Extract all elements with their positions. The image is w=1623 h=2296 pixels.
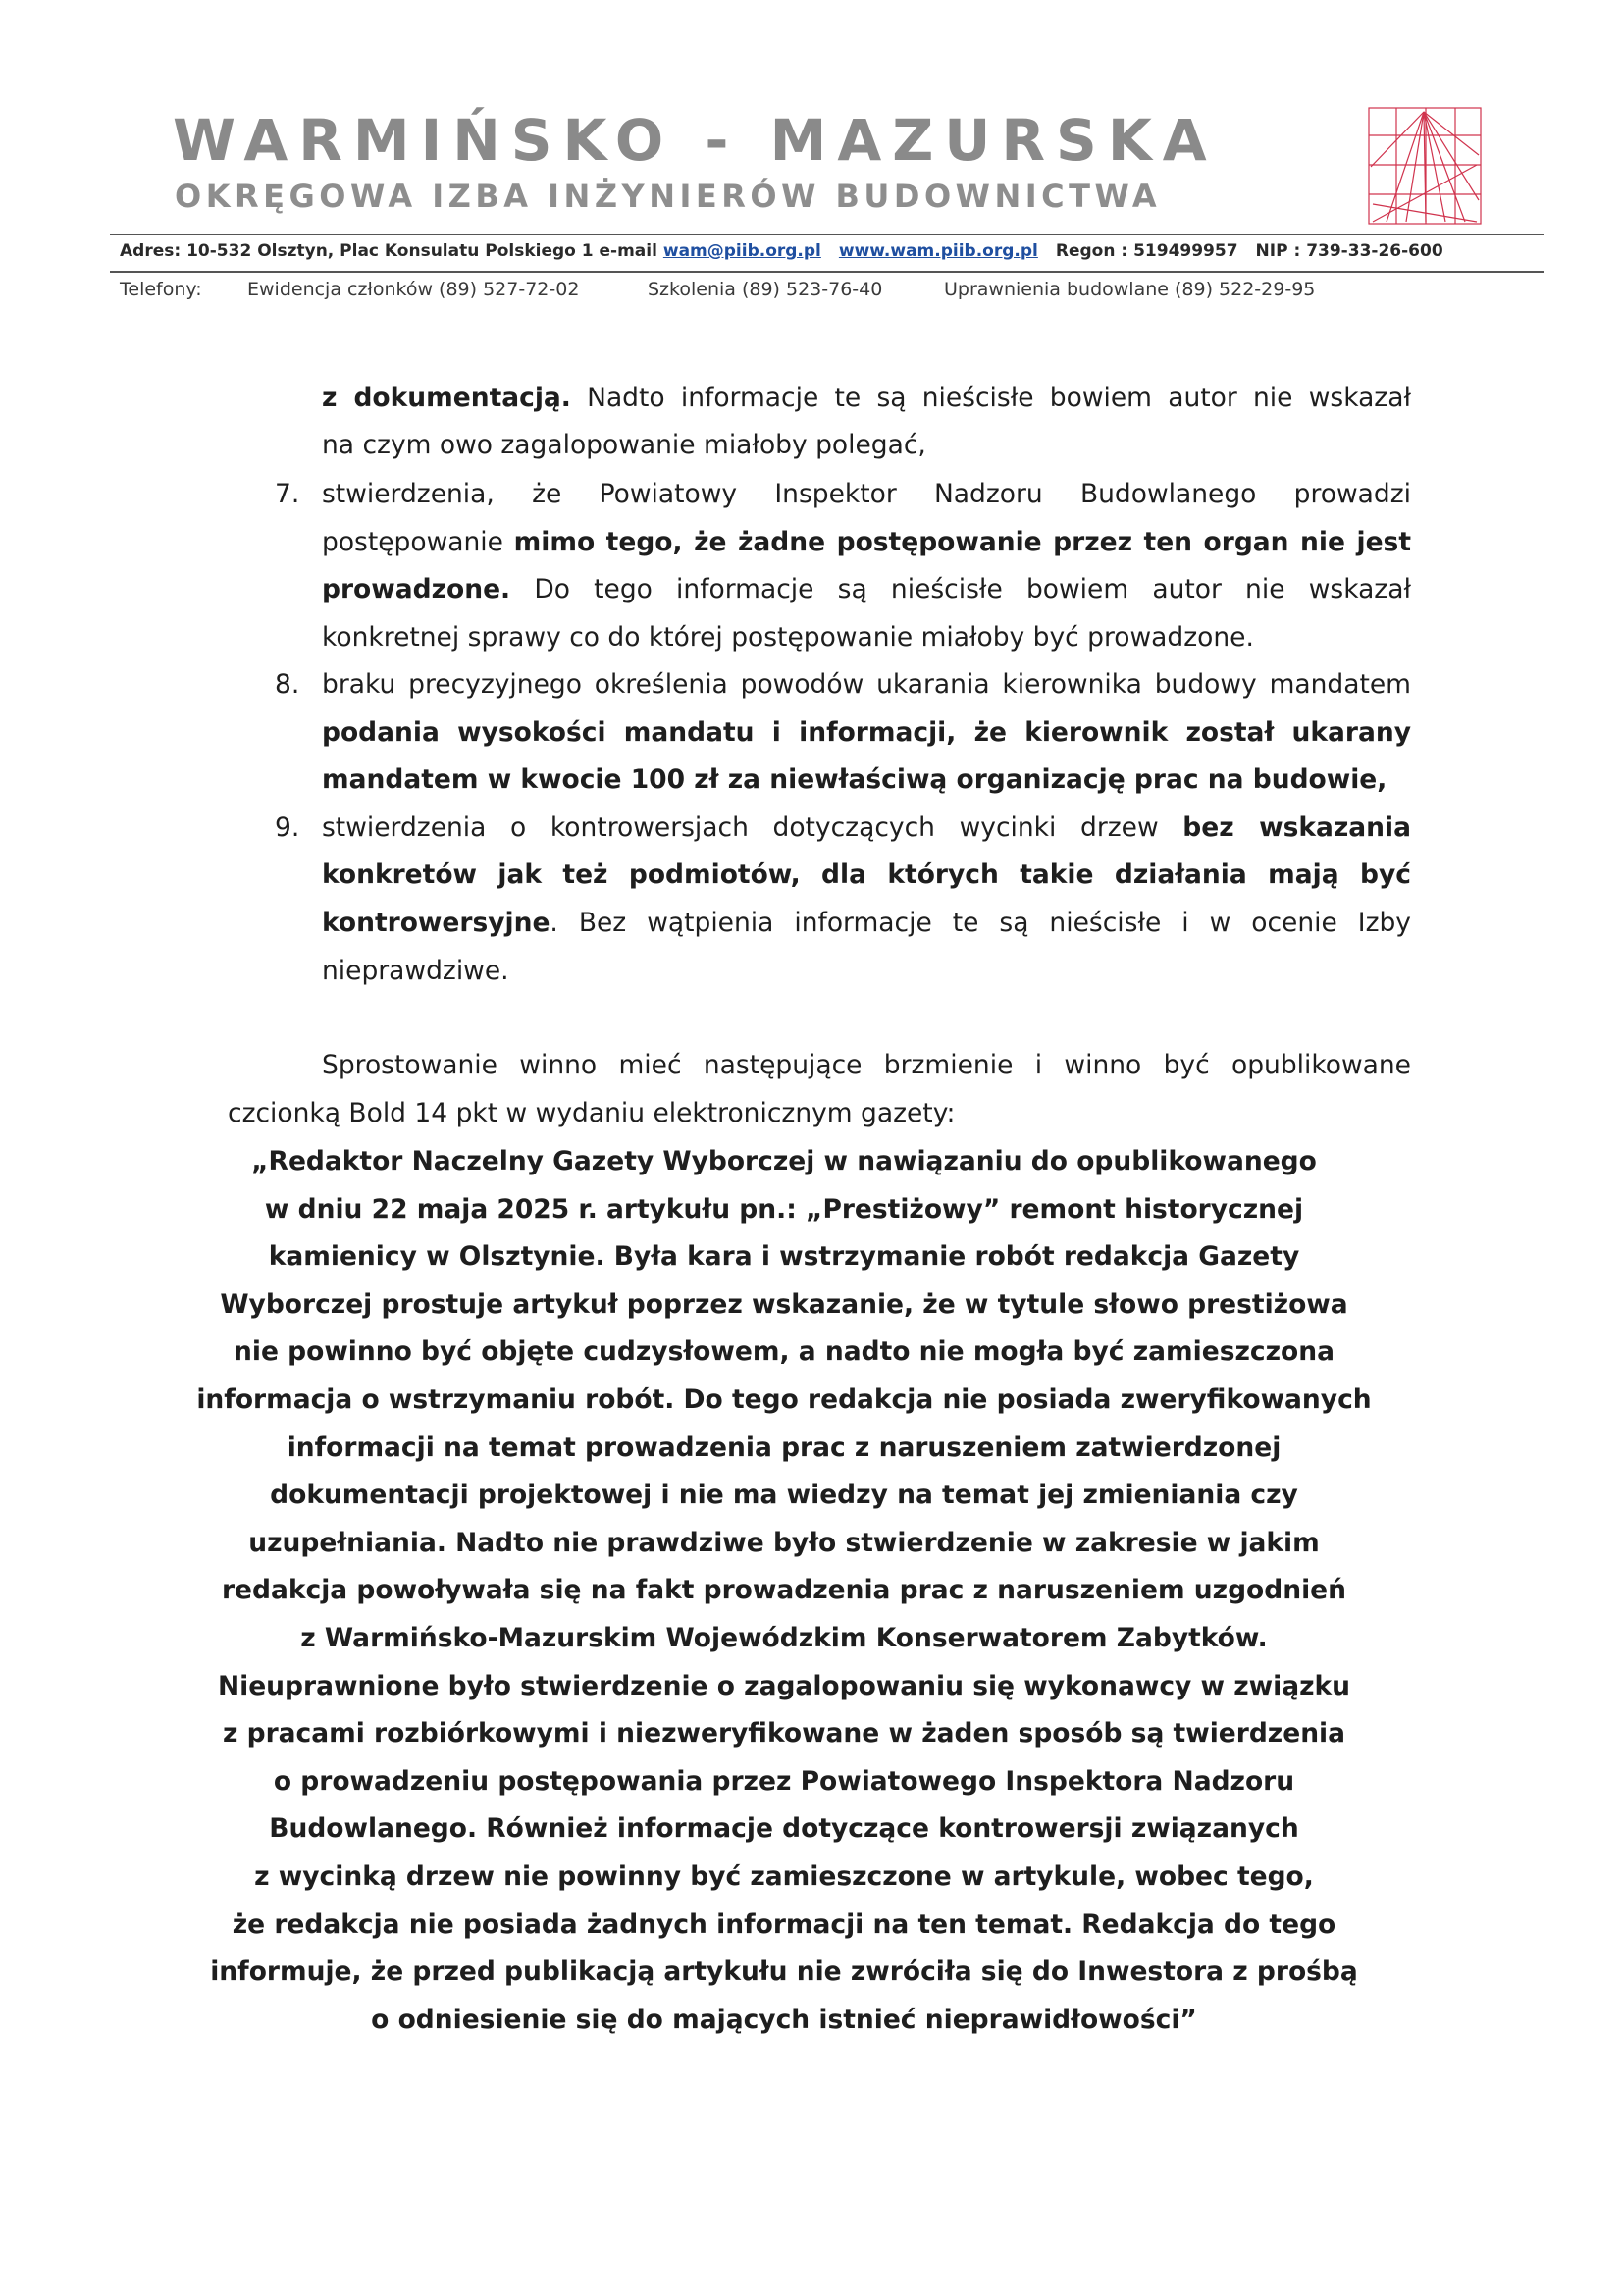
body-line [322, 381, 1411, 416]
address-text: Adres: 10-532 Olsztyn, Plac Konsulatu Polskiego 1 e-mail [120, 241, 657, 261]
list-item-8-line2: podania wysokości mandatu i informacji, że kierownik został ukarany [322, 717, 1411, 748]
quote-line: uzupełniania. Nadto nie prawdziwe było stwierdzenie w zakresie w jakim [248, 1527, 1320, 1558]
chamber-name-line2: OKRĘGOWA IZBA INŻYNIERÓW BUDOWNICTWA [175, 178, 1162, 215]
list-item-9-line4: nieprawdziwe. [322, 956, 509, 986]
list-number-7: 7. [275, 479, 300, 509]
body-text: Nadto informacje te są nieścisłe bowiem autor nie wskazał [570, 383, 1411, 413]
bold-phrase: prowadzone. [322, 574, 511, 604]
header-divider-top [110, 234, 1544, 235]
quote-line: „Redaktor Naczelny Gazety Wyborczej w nawiązaniu do opublikowanego [251, 1146, 1317, 1176]
phone-building-licenses: Uprawnienia budowlane (89) 522-29-95 [944, 279, 1316, 300]
quote-line: z wycinką drzew nie powinny być zamieszczone w artykule, wobec tego, [254, 1861, 1314, 1892]
website-link[interactable]: www.wam.piib.org.pl [838, 241, 1038, 261]
quote-line: że redakcja nie posiada żadnych informacji na ten temat. Redakcja do tego [232, 1908, 1336, 1940]
body-line: na czym owo zagalopowanie miałoby polegać, [322, 430, 926, 460]
quote-line: informacji na temat prowadzenia prac z naruszeniem zatwierdzonej [287, 1432, 1282, 1463]
correction-intro-line2: czcionką Bold 14 pkt w wydaniu elektronicznym gazety: [228, 1098, 956, 1128]
address-line [120, 239, 1443, 263]
list-item-8-line3: mandatem w kwocie 100 zł za niewłaściwą organizację prac na budowie, [322, 764, 1387, 795]
body-text: stwierdzenia o kontrowersjach dotyczących wycinki drzew [322, 812, 1183, 843]
list-item-7-line4: konkretnej sprawy co do której postępowanie miałoby być prowadzone. [322, 622, 1254, 652]
quote-line: redakcja powoływała się na fakt prowadzenia prac z naruszeniem uzgodnień [221, 1575, 1347, 1606]
list-number-9: 9. [275, 812, 300, 843]
quote-line: kamienicy w Olsztynie. Była kara i wstrzymanie robót redakcja Gazety [268, 1241, 1300, 1273]
quote-line: o prowadzeniu postępowania przez Powiatowego Inspektora Nadzoru [273, 1765, 1295, 1797]
body-text: . Bez wątpienia informacje te są nieścisłe i w ocenie Izby [550, 908, 1411, 938]
body-text: postępowanie [322, 527, 514, 557]
quote-line: informacja o wstrzymaniu robót. Do tego redakcja nie posiada zweryfikowanych [196, 1384, 1372, 1415]
header-divider-bottom [110, 271, 1544, 273]
list-item-9-line2: konkretów jak też podmiotów, dla których takie działania mają być [322, 860, 1411, 890]
quote-line: z Warmińsko-Mazurskim Wojewódzkim Konserwatorem Zabytków. [300, 1623, 1268, 1653]
nip-number: NIP : 739-33-26-600 [1255, 241, 1443, 261]
bold-phrase: bez wskazania [1182, 812, 1411, 843]
quote-line: z pracami rozbiórkowymi i niezweryfikowane w żaden sposób są twierdzenia [222, 1718, 1346, 1749]
list-item-7-line3 [322, 572, 1411, 607]
list-item-9-line1 [322, 810, 1411, 846]
bold-phrase: kontrowersyjne [322, 908, 550, 938]
phone-trainings: Szkolenia (89) 523-76-40 [648, 279, 883, 300]
regon-number: Regon : 519499957 [1055, 241, 1238, 261]
quote-line: Budowlanego. Również informacje dotyczące kontrowersji związanych [269, 1813, 1299, 1845]
phones-label: Telefony: [120, 279, 202, 300]
list-item-7-line2 [322, 525, 1411, 560]
phones-line [120, 277, 1315, 302]
bold-phrase: mimo tego, że żadne postępowanie przez ten organ nie jest [513, 527, 1411, 557]
quote-line: Nieuprawnione było stwierdzenie o zagalopowaniu się wykonawcy w związku [217, 1670, 1351, 1701]
list-item-9-line3 [322, 906, 1411, 941]
body-text: Do tego informacje są nieścisłe bowiem autor nie wskazał [510, 574, 1411, 604]
quote-line: Wyborczej prostuje artykuł poprzez wskazanie, że w tytule słowo prestiżowa [220, 1288, 1348, 1320]
chamber-logo-icon [1367, 106, 1483, 226]
email-link[interactable]: wam@piib.org.pl [662, 241, 821, 261]
phone-members-registry: Ewidencja członków (89) 527-72-02 [247, 279, 580, 300]
list-number-8: 8. [275, 669, 300, 700]
chamber-name-line1: WARMIŃSKO - MAZURSKA [173, 107, 1218, 174]
correction-intro-line1: Sprostowanie winno mieć następujące brzmienie i winno być opublikowane [322, 1050, 1411, 1080]
bold-phrase: z dokumentacją. [322, 383, 571, 413]
quote-line: dokumentacji projektowej i nie ma wiedzy na temat jej zmieniania czy [270, 1480, 1298, 1511]
quote-line: nie powinno być objęte cudzysłowem, a nadto nie mogła być zamieszczona [234, 1336, 1335, 1368]
list-item-8-line1: braku precyzyjnego określenia powodów ukarania kierownika budowy mandatem [322, 669, 1411, 700]
list-item-7-line1: stwierdzenia, że Powiatowy Inspektor Nadzoru Budowlanego prowadzi [322, 479, 1411, 509]
quote-line: w dniu 22 maja 2025 r. artykułu pn.: „Prestiżowy” remont historycznej [264, 1193, 1304, 1225]
quote-line: informuje, że przed publikacją artykułu nie zwróciła się do Inwestora z prośbą [210, 1957, 1358, 1988]
quote-line: o odniesienie się do mających istnieć nieprawidłowości” [371, 2004, 1197, 2035]
